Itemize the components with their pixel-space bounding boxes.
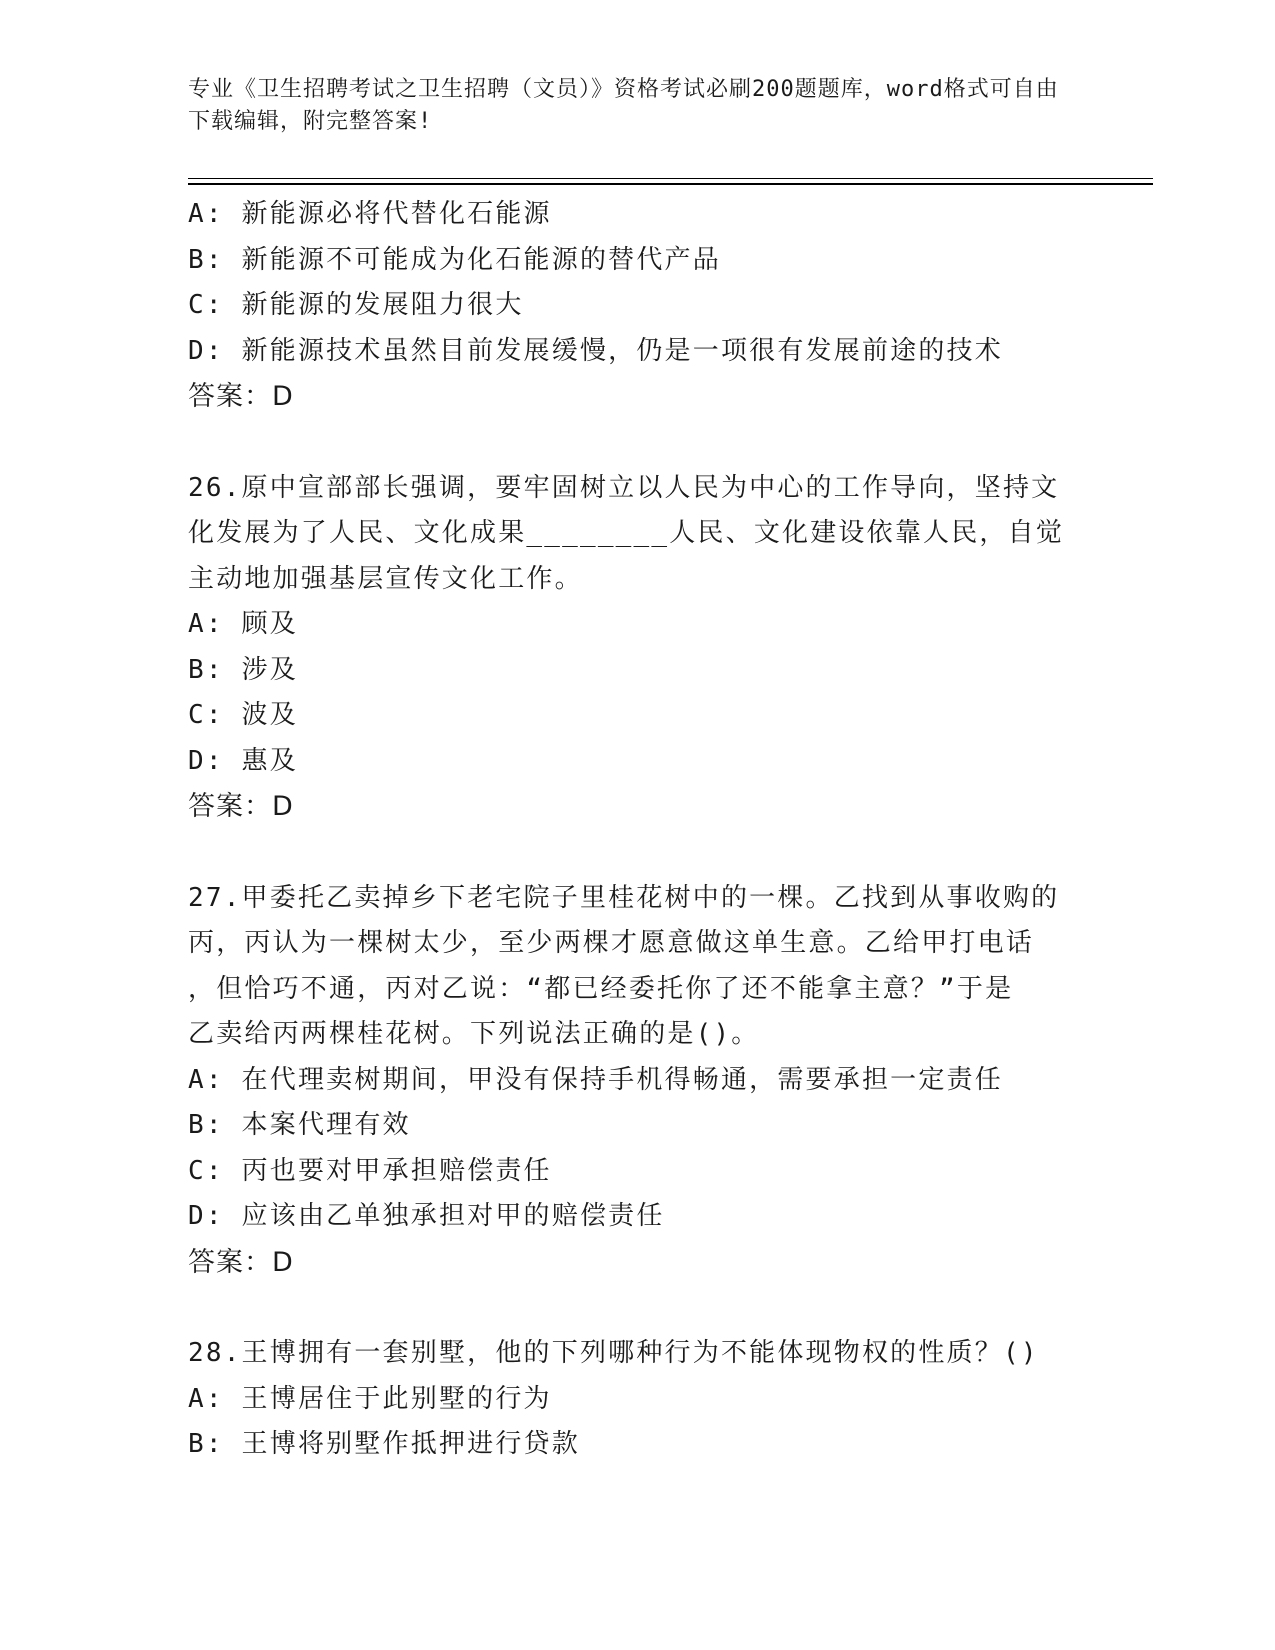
question-text-line: 主动地加强基层宣传文化工作。 [188,563,583,594]
answer-line: 答案：D [188,1246,294,1278]
question-text-line: 27.甲委托乙卖掉乡下老宅院子里桂花树中的一棵。乙找到从事收购的 [188,882,1060,913]
option-c: C: 丙也要对甲承担赔偿责任 [188,1155,552,1186]
header-divider-thick [188,183,1153,185]
option-c: C: 波及 [188,700,298,730]
answer-line: 答案：D [188,381,294,412]
option-a: A: 新能源必将代替化石能源 [188,199,552,229]
option-d: D: 应该由乙单独承担对甲的赔偿责任 [188,1201,665,1231]
option-d: D: 新能源技术虽然目前发展缓慢，仍是一项很有发展前途的技术 [188,335,1003,366]
question-list [188,192,1088,1468]
question-27-block [188,876,1088,1286]
question-text-line: ，但恰巧不通，丙对乙说：“都已经委托你了还不能拿主意？”于是 [188,973,1014,1004]
question-28-block [188,1331,1088,1468]
option-a: A: 在代理卖树期间，甲没有保持手机得畅通，需要承担一定责任 [188,1064,1003,1095]
option-b: B: 涉及 [188,654,298,685]
answer-line: 答案：D [188,791,294,822]
question-text-line: 乙卖给丙两棵桂花树。下列说法正确的是()。 [188,1019,760,1049]
question-text-line: 26.原中宣部部长强调，要牢固树立以人民为中心的工作导向，坚持文 [188,472,1060,503]
question-text-line: 丙，丙认为一棵树太少，至少两棵才愿意做这单生意。乙给甲打电话 [188,928,1035,958]
option-a: A: 顾及 [188,609,298,639]
question-26-block [188,466,1088,830]
option-b: B: 新能源不可能成为化石能源的替代产品 [188,244,721,275]
document-header: 专业《卫生招聘考试之卫生招聘（文员）》资格考试必刷200题题库，word格式可自由下载编辑，附完整答案! [188,77,1059,134]
header-divider-thin [188,178,1153,179]
question-25-block [188,192,1088,420]
option-b: B: 本案代理有效 [188,1110,411,1140]
option-a: A: 王博居住于此别墅的行为 [188,1383,552,1414]
option-b: B: 王博将别墅作抵押进行贷款 [188,1429,580,1459]
question-text-line: 28.王博拥有一套别墅，他的下列哪种行为不能体现物权的性质？() [188,1338,1039,1368]
question-text-line: 化发展为了人民、文化成果________人民、文化建设依靠人民，自觉 [188,518,1065,548]
option-d: D: 惠及 [188,745,298,776]
option-c: C: 新能源的发展阻力很大 [188,290,524,320]
